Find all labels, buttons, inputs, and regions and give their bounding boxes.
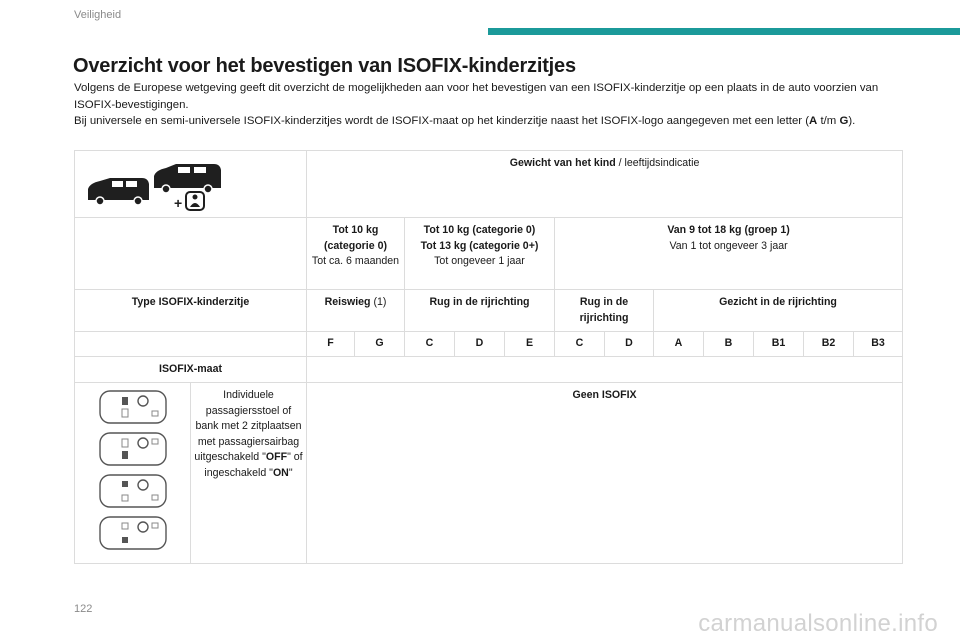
van-icons — [78, 156, 228, 212]
weight-header — [307, 151, 903, 218]
no-isofix-text: Geen ISOFIX — [572, 389, 637, 401]
weight-header-bold: Gewicht van het kind — [509, 157, 616, 169]
van-small-icon — [88, 178, 149, 205]
seat-desc-mid: " of ingeschakeld " — [204, 451, 303, 479]
section-label: Veiligheid — [74, 9, 122, 21]
size-cell: E — [505, 332, 555, 357]
page-title: Overzicht voor het bevestigen van ISOFIX-kinderzitjes — [73, 55, 576, 77]
age-col-3 — [555, 218, 903, 290]
size-cell: B3 — [854, 332, 903, 357]
isofix-size-label-text: ISOFIX-maat — [159, 362, 222, 375]
isofix-table — [74, 150, 903, 564]
seat-diagram-1-icon — [98, 389, 168, 425]
type-reiswieg — [307, 290, 405, 332]
type-rug-1 — [405, 290, 555, 332]
isofix-size-label — [75, 356, 307, 383]
size-cell: C — [555, 332, 605, 357]
empty-cell — [75, 218, 307, 290]
page-number: 122 — [74, 603, 93, 615]
header-accent-bar — [488, 28, 960, 35]
vehicle-icons-cell — [75, 151, 307, 218]
type-gezicht-text: Gezicht in de rijrichting — [719, 296, 837, 308]
col1-bold: Tot 10 kg (categorie 0) — [324, 224, 387, 252]
intro-line-1: Volgens de Europese wetgeving geeft dit overzicht de mogelijkheden aan voor het bevestigen van een ISOFIX-kinderzitje op een plaats in de auto voorzien van ISOFIX-bevestigingen. — [74, 82, 879, 111]
seat-diagrams-cell — [75, 383, 191, 564]
size-cell: B1 — [754, 332, 804, 357]
col2-bold1: Tot 10 kg (categorie 0) — [423, 224, 536, 236]
empty-cell — [75, 332, 307, 357]
on-label: ON — [272, 466, 289, 479]
type-rug-1-text: Rug in de rijrichting — [429, 296, 530, 308]
van-large-icon — [154, 164, 221, 193]
size-cell: C — [405, 332, 455, 357]
size-cell: A — [654, 332, 704, 357]
intro-line-2-mid: t/m — [817, 115, 840, 127]
size-cell: F — [307, 332, 355, 357]
type-gezicht — [654, 290, 903, 332]
intro-line-2-post: ). — [848, 115, 856, 127]
age-col-2 — [405, 218, 555, 290]
col2-rest: Tot ongeveer 1 jaar — [434, 255, 525, 267]
intro-line-2 — [74, 113, 904, 130]
seat-desc-post: " — [288, 466, 293, 479]
col3-rest: Van 1 tot ongeveer 3 jaar — [669, 239, 788, 252]
intro-paragraph — [74, 80, 904, 130]
size-cell: D — [455, 332, 505, 357]
intro-line-2-pre: Bij universele en semi-universele ISOFIX-kinderzitjes wordt de ISOFIX-maat op het kinderzitje naast het ISOFIX-logo aangegeven met een letter ( — [74, 115, 810, 127]
seat-diagram-4-icon — [98, 515, 168, 551]
size-cell: G — [355, 332, 405, 357]
seat-diagram-2-icon — [98, 431, 168, 467]
type-reiswieg-text: Reiswieg — [324, 296, 371, 308]
type-rug-2-text: Rug in de rijrichting — [579, 296, 629, 324]
seat-diagram-3-icon — [98, 473, 168, 509]
letter-a: A — [809, 115, 818, 127]
weight-header-rest: / leeftijdsindicatie — [615, 157, 700, 169]
type-rug-2 — [555, 290, 654, 332]
type-label — [75, 290, 307, 332]
age-col-1 — [307, 218, 405, 290]
seat-description — [191, 383, 307, 564]
type-label-text: Type ISOFIX-kinderzitje — [131, 296, 250, 308]
no-isofix-cell — [307, 383, 903, 564]
size-cell: B — [704, 332, 754, 357]
off-label: OFF — [265, 451, 288, 463]
svg-text:+: + — [174, 195, 183, 211]
col3-bold: Van 9 tot 18 kg (groep 1) — [667, 224, 790, 236]
col1-rest: Tot ca. 6 maanden — [311, 255, 400, 267]
watermark: carmanualsonline.info — [698, 610, 938, 637]
col2-bold2: Tot 13 kg (categorie 0+) — [420, 239, 539, 252]
letter-g: G — [839, 115, 849, 127]
type-reiswieg-note: (1) — [370, 296, 387, 308]
child-seat-plus-icon — [174, 192, 204, 211]
empty-cell — [307, 356, 903, 383]
size-cell: B2 — [804, 332, 854, 357]
size-cell: D — [605, 332, 654, 357]
seat-desc-pre: Individuele passagiersstoel of bank met 2 zitplaatsen met passagiersairbag uitgeschakeld " — [194, 389, 302, 463]
